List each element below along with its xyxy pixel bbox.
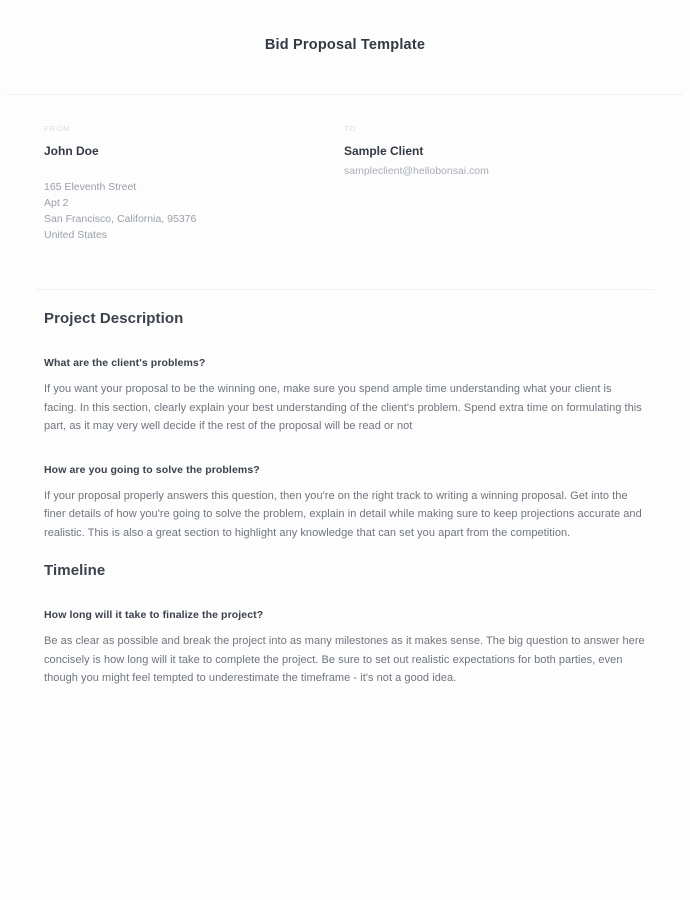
qa-question: How are you going to solve the problems? [44, 463, 260, 476]
from-address-line: Apt 2 [44, 197, 69, 209]
section-timeline [44, 542, 646, 688]
document-body [0, 290, 690, 688]
from-address [44, 179, 344, 243]
qa-block [44, 436, 646, 543]
from-address-line: 165 Eleventh Street [44, 181, 137, 193]
to-name: Sample Client [344, 144, 424, 158]
to-label: TO [344, 124, 357, 133]
section-title: Project Description [44, 310, 184, 327]
parties-section [0, 95, 690, 243]
qa-answer: If your proposal properly answers this question, then you're on the right track to writing a winning proposal. Get into the finer details of how you're going to solve the problem, explain in detail while making sure to keep projections accurate and realistic. This is also a great section to highlight any knowledge that can set you apart from the competition. [44, 489, 642, 539]
section-project-description [44, 290, 646, 542]
from-label: FROM [44, 124, 71, 133]
qa-question: How long will it take to finalize the project? [44, 609, 264, 621]
qa-block [44, 329, 646, 436]
to-block [344, 124, 644, 243]
to-email: sampleclient@hellobonsai.com [344, 165, 489, 177]
qa-answer: If you want your proposal to be the winning one, make sure you spend ample time understanding what your client is facing. In this section, clearly explain your best understanding of the client's problem. Spend extra time on formulating this part, as it may very well decide if the rest of the proposal will be read or not [44, 383, 642, 432]
qa-answer: Be as clear as possible and break the project into as many milestones as it makes sense. The big question to answer here concisely is how long will it take to complete the project. Be sure to set out realistic expectations for both parties, even though you might feel tempted to underestimate the timeframe - it's not a good idea. [44, 635, 645, 684]
parties-spacer [0, 243, 690, 289]
qa-block [44, 581, 646, 688]
qa-question: What are the client's problems? [44, 357, 206, 369]
page-title: Bid Proposal Template [264, 37, 426, 53]
from-address-line: United States [44, 229, 108, 241]
from-block [44, 124, 344, 243]
from-name: John Doe [44, 144, 99, 158]
from-address-line: San Francisco, California, 95376 [44, 213, 197, 225]
section-title: Timeline [44, 562, 106, 579]
